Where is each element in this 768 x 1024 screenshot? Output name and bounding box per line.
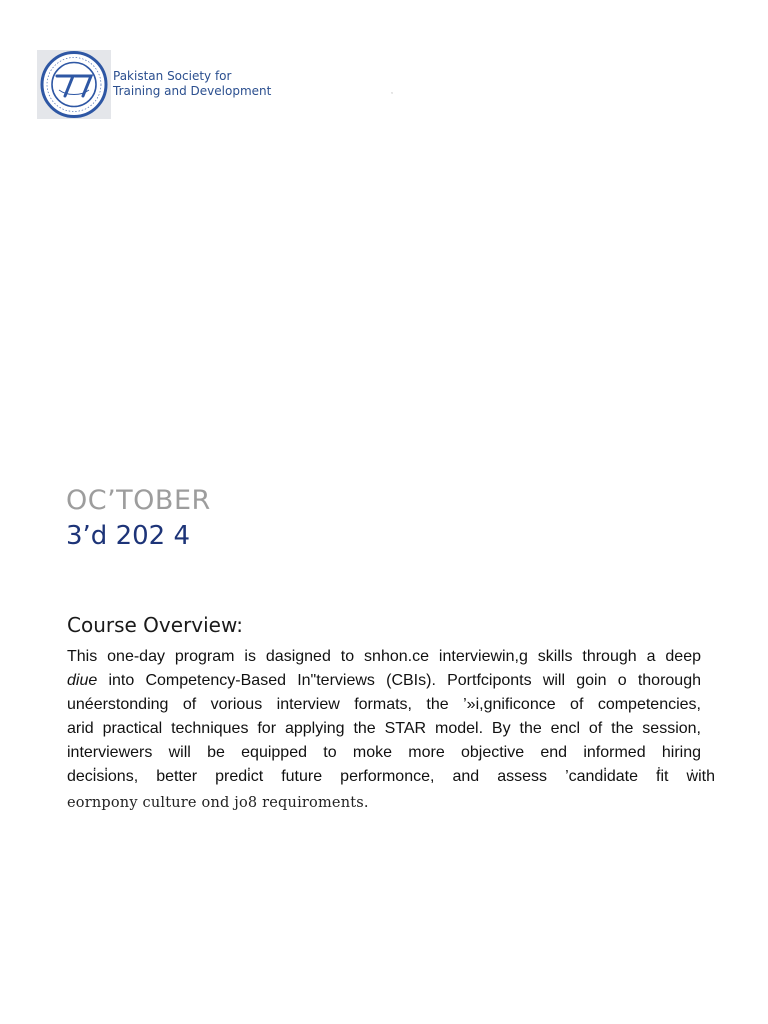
organization-name <box>113 69 271 99</box>
overview-line: interviewers will be equipped to moke more objective end informed hiring <box>67 744 701 761</box>
overview-line: This one-day program is dasigned to snhon.ce interviewin,g skills through a deep <box>67 648 701 665</box>
italic-word: diue <box>67 672 98 689</box>
overview-line: deci̇si̇ons, better predi̇ct future performonce, and assess ’candi̇date ḟit ẇith <box>67 768 715 785</box>
overview-heading: Course Overview: <box>67 613 243 637</box>
overview-paragraph <box>67 645 715 815</box>
org-name-line-2: Training and Development <box>113 84 272 98</box>
org-name-line-1: Pakistan Society for <box>113 69 232 83</box>
overview-line: unéerstonding of vorious interview formats, the ’»i,gnificonce of competencies, <box>67 696 701 713</box>
stray-mark: , <box>391 88 393 95</box>
logo <box>37 50 111 119</box>
date-day-year: 3’d 202 4 <box>66 521 191 551</box>
overview-line: eornpony culture ond jo8 requiroments. <box>67 795 369 811</box>
overview-line: arid practical techniques for applying the STAR model. By the encl of the session, <box>67 720 701 737</box>
overview-line <box>67 669 701 693</box>
pstd-seal-logo-icon <box>37 50 111 119</box>
date-month: OC’TOBER <box>66 485 211 516</box>
overview-line-text: into Competency-Based In"terviews (CBIs). Portfciponts will goin o thorough <box>108 672 701 689</box>
